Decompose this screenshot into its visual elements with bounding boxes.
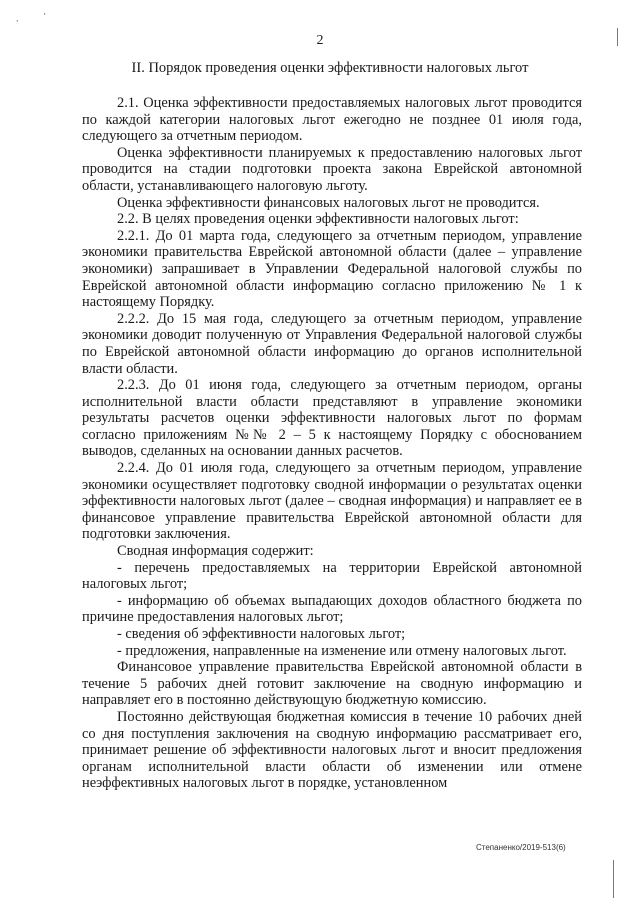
document-signature: Степаненко/2019-513(6) <box>476 843 566 852</box>
paragraph: 2.2.3. До 01 июня года, следующего за отчетным периодом, органы исполнительной власти области представляют в управление экономики результаты расчетов оценки эффективности налоговых льгот по формам согласно приложениям №№ 2 – 5 к настоящему Порядку с обоснованием выводов, сделанных на основании данных расчетов. <box>82 377 582 460</box>
list-item: - перечень предоставляемых на территории Еврейской автономной налоговых льгот; <box>82 559 582 593</box>
list-item: - информацию об объемах выпадающих доходов областного бюджета по причине предоставления налоговых льгот; <box>82 592 582 626</box>
document-body <box>82 95 582 792</box>
paragraph: Финансовое управление правительства Еврейской автономной области в течение 5 рабочих дней готовит заключение на сводную информацию и направляет его в постоянно действующую бюджетную комиссию. <box>82 659 582 709</box>
paragraph: 2.2.1. До 01 марта года, следующего за отчетным периодом, управление экономики правительства Еврейской автономной области (далее – управление экономики) запрашивает в Управлении Федеральной налоговой службы по Еврейской автономной области информацию согласно приложению № 1 к настоящему Порядку. <box>82 227 582 311</box>
paragraph: 2.2.2. До 15 мая года, следующего за отчетным периодом, управление экономики доводит полученную от Управления Федеральной налоговой службы по Еврейской автономной области информацию до органов исполнительной власти области. <box>82 310 582 377</box>
paragraph: Оценка эффективности финансовых налоговых льгот не проводится. <box>117 194 540 211</box>
scan-edge-line <box>613 860 614 898</box>
list-item: - предложения, направленные на изменение или отмену налоговых льгот. <box>117 642 567 659</box>
scan-speck: ' <box>44 12 46 21</box>
scan-speck: , <box>16 14 19 23</box>
paragraph: 2.1. Оценка эффективности предоставляемых налоговых льгот проводится по каждой категории налоговых льгот ежегодно не позднее 01 июля года, следующего за отчетным периодом. <box>82 95 582 145</box>
paragraph: 2.2. В целях проведения оценки эффективности налоговых льгот: <box>117 211 519 228</box>
list-item: - сведения об эффективности налоговых льгот; <box>117 626 406 642</box>
paragraph: 2.2.4. До 01 июля года, следующего за отчетным периодом, управление экономики осуществляет подготовку сводной информации о результатах оценки эффективности налоговых льгот (далее – сводная информация) и направляет ее в финансовое управление правительства Еврейской автономной области для подготовки заключения. <box>82 460 582 543</box>
paragraph: Оценка эффективности планируемых к предоставлению налоговых льгот проводится на стадии подготовки проекта закона Еврейской автономной области, устанавливающего налоговую льготу. <box>82 144 582 194</box>
page-number: 2 <box>316 33 324 48</box>
section-title: II. Порядок проведения оценки эффективности налоговых льгот <box>131 60 529 76</box>
paragraph: Сводная информация содержит: <box>117 543 314 560</box>
paragraph: Постоянно действующая бюджетная комиссия в течение 10 рабочих дней со дня поступления заключения на сводную информацию рассматривает его, принимает решение об эффективности налоговых льгот и вносит предложения органам исполнительной власти области об изменении или отмене неэффективных налоговых льгот в порядке, установленном <box>82 708 582 792</box>
